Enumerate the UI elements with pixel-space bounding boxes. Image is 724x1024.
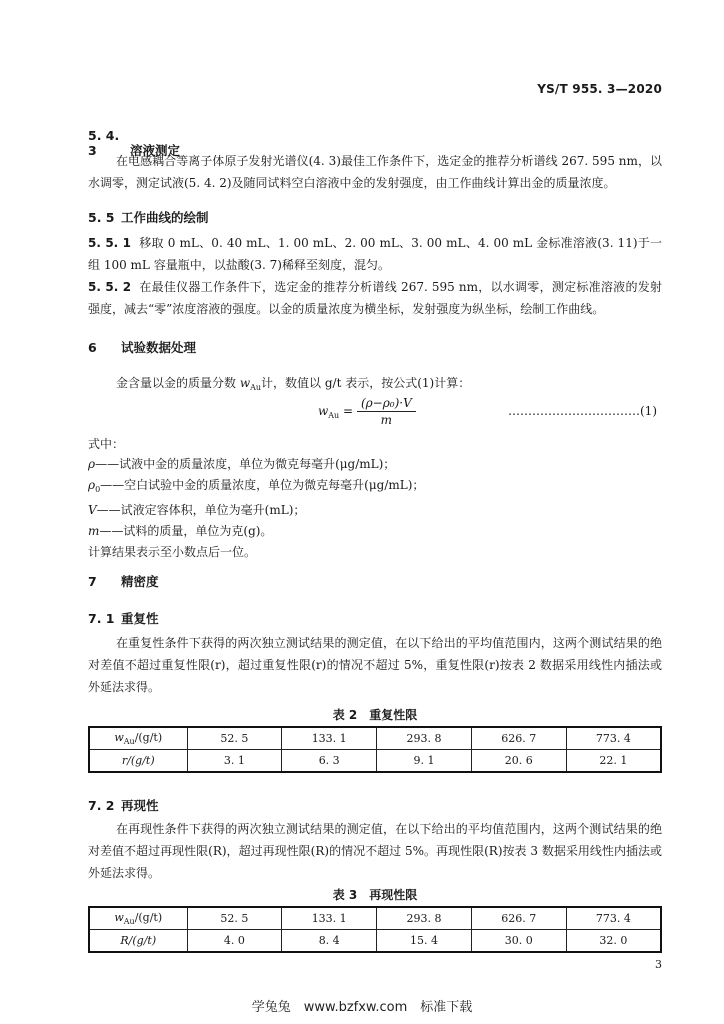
section-body: 移取 0 mL、0. 40 mL、1. 00 mL、2. 00 mL、3. 00 mL、4. 00 mL 金标准溶液(3. 11)于一组 100 mL 容量瓶中，以盐酸(3. 7)稀释至刻度，混匀。 xyxy=(88,236,662,272)
table-row xyxy=(89,727,661,750)
section-title: 重复性 xyxy=(121,611,159,626)
intro-text: 金含量以金的质量分数 xyxy=(116,376,240,390)
section-6-heading xyxy=(88,338,196,356)
section-title: 精密度 xyxy=(121,574,159,589)
section-body: 在最佳仪器工作条件下，选定金的推荐分析谱线 267. 595 nm，以水调零，测定标准溶液的发射强度，减去“零”浓度溶液的强度。以金的质量浓度为横坐标，发射强度为纵坐标，绘制工作曲线。 xyxy=(88,280,662,316)
section-number: 5. 5 xyxy=(88,210,115,225)
formula-number: ……………………………(1) xyxy=(508,404,657,418)
definition-symbol: V xyxy=(88,503,97,517)
table-cell: 626. 7 xyxy=(471,727,566,750)
section-5-5-heading xyxy=(88,208,209,226)
table-cell: 32. 0 xyxy=(566,930,661,953)
table-cell: 20. 6 xyxy=(471,750,566,773)
table-cell: 4. 0 xyxy=(187,930,282,953)
rounding-note: 计算结果表示至小数点后一位。 xyxy=(88,545,257,559)
section-title: 工作曲线的绘制 xyxy=(121,210,209,225)
table-2 xyxy=(88,726,662,773)
section-5-4-3-body: 在电感耦合等离子体原子发射光谱仪(4. 3)最佳工作条件下，选定金的推荐分析谱线 267. 595 nm，以水调零，测定试液(5. 4. 2)及随同试料空白溶液中金的发射强度，由工作曲线计算出金的质量浓度。 xyxy=(88,154,662,190)
table-row xyxy=(89,907,661,930)
table-cell: 22. 1 xyxy=(566,750,661,773)
section-5-5-2 xyxy=(88,276,662,320)
formula xyxy=(318,396,416,427)
definition-symbol: ρ xyxy=(88,478,96,492)
table-row-label: $w_{Au}/(g/t)$ xyxy=(89,907,187,930)
table-row xyxy=(89,750,661,773)
table-cell: 9. 1 xyxy=(377,750,472,773)
section-number: 5. 4. 3 xyxy=(88,128,120,158)
definition-item xyxy=(88,454,424,475)
watermark-footer[interactable]: 学兔兔 www.bzfxw.com 标准下载 xyxy=(251,1000,473,1015)
table-cell: 52. 5 xyxy=(187,727,282,750)
formula-lhs-subscript: Au xyxy=(328,411,340,420)
section-5-5-1 xyxy=(88,232,662,276)
table-cell: 6. 3 xyxy=(282,750,377,773)
section-number: 6 xyxy=(88,340,97,355)
formula-equals: = xyxy=(343,404,354,418)
formula-numerator: (ρ−ρ₀)·V xyxy=(357,396,416,412)
section-7-heading xyxy=(88,572,159,590)
table-3-caption: 表 3 再现性限 xyxy=(332,888,418,902)
section-number: 7. 1 xyxy=(88,611,115,626)
section-7-2-heading xyxy=(88,796,159,814)
definition-symbol: ρ xyxy=(88,457,96,471)
table-row xyxy=(89,930,661,953)
table-cell: 773. 4 xyxy=(566,907,661,930)
table-cell: 626. 7 xyxy=(471,907,566,930)
formula-lhs: w xyxy=(318,404,329,418)
definition-text: ——试液定容体积，单位为毫升(mL)； xyxy=(96,503,306,517)
table-row-label: r/(g/t) xyxy=(89,750,187,773)
table-cell: 293. 8 xyxy=(377,907,472,930)
definition-item xyxy=(88,475,424,500)
definition-text: ——试液中金的质量浓度，单位为微克每毫升(μg/mL)； xyxy=(95,457,396,471)
table-cell: 3. 1 xyxy=(187,750,282,773)
formula-denominator: m xyxy=(380,413,393,427)
symbol-subscript: Au xyxy=(250,383,262,392)
table-3 xyxy=(88,906,662,953)
table-row-label: R/(g/t) xyxy=(89,930,187,953)
document-code: YS/T 955. 3—2020 xyxy=(537,82,662,96)
table-cell: 773. 4 xyxy=(566,727,661,750)
section-title: 再现性 xyxy=(121,798,159,813)
table-cell: 293. 8 xyxy=(377,727,472,750)
section-number: 7. 2 xyxy=(88,798,115,813)
section-number: 7 xyxy=(88,574,97,589)
table-row-label: $w_{Au}/(g/t)$ xyxy=(89,727,187,750)
page-number: 3 xyxy=(655,958,662,971)
section-7-1-body: 在重复性条件下获得的两次独立测试结果的测定值，在以下给出的平均值范围内，这两个测试结果的绝对差值不超过重复性限(r)，超过重复性限(r)的情况不超过 5%，重复性限(r)按表 2 数据采用线性内插法或外延法求得。 xyxy=(88,636,662,694)
section-title: 试验数据处理 xyxy=(121,340,197,355)
intro-text: 计，数值以 g/t 表示，按公式(1)计算： xyxy=(261,376,471,390)
definition-list xyxy=(88,454,424,563)
section-7-1-heading xyxy=(88,609,159,627)
definition-subscript: 0 xyxy=(95,485,101,494)
section-6-intro xyxy=(116,372,656,399)
symbol-w: w xyxy=(239,376,251,390)
table-cell: 30. 0 xyxy=(471,930,566,953)
table-cell: 52. 5 xyxy=(187,907,282,930)
where-label: 式中： xyxy=(88,437,125,451)
table-2-caption: 表 2 重复性限 xyxy=(332,708,418,722)
definition-item xyxy=(88,521,424,542)
section-7-2-body: 在再现性条件下获得的两次独立测试结果的测定值，在以下给出的平均值范围内，这两个测试结果的绝对差值不超过再现性限(R)，超过再现性限(R)的情况不超过 5%。再现性限(R)按表 3 数据采用线性内插法或外延法求得。 xyxy=(88,822,662,880)
section-number: 5. 5. 1 xyxy=(88,236,132,250)
definition-text: ——空白试验中金的质量浓度，单位为微克每毫升(μg/mL)； xyxy=(100,478,425,492)
table-cell: 133. 1 xyxy=(282,907,377,930)
definition-symbol: m xyxy=(88,524,100,538)
section-number: 5. 5. 2 xyxy=(88,280,132,294)
section-title: 溶液测定 xyxy=(130,143,181,158)
table-cell: 133. 1 xyxy=(282,727,377,750)
definition-text: ——试料的质量，单位为克(g)。 xyxy=(99,524,273,538)
definition-item xyxy=(88,500,424,521)
table-cell: 8. 4 xyxy=(282,930,377,953)
table-cell: 15. 4 xyxy=(377,930,472,953)
formula-fraction xyxy=(357,396,416,427)
